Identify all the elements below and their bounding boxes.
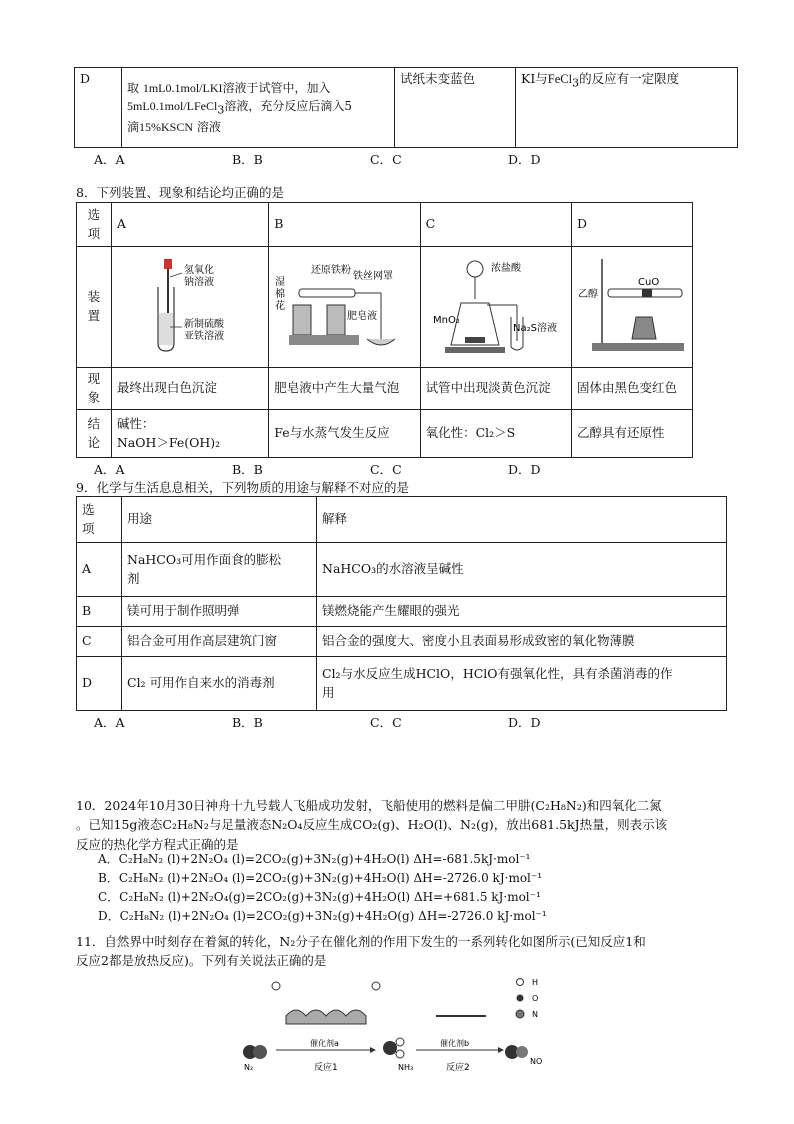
q8-col-a: A [111,203,268,247]
choice-a[interactable]: A．A [94,462,125,477]
q7-operation: 取 1mL0.1mol/LKI溶液于试管中，加入 5mL0.1mol/LFeCl$_3$溶液，充分反应后滴入5 滴15%KSCN 溶液 [122,68,395,148]
q9-header-explanation: 解释 [317,497,727,543]
q9-header-option: 选 项 [77,497,122,543]
q9-row-a-use: NaHCO₃可用作面食的膨松 剂 [122,543,317,597]
svg-text:催化剂b: 催化剂b [440,1039,470,1048]
choice-c[interactable]: C．C [370,152,402,167]
q8-conc-d: 乙醇具有还原性 [572,410,693,458]
q8-phen-a: 最终出现白色沉淀 [111,367,268,410]
q9-row-b-option: B [77,597,122,627]
q10-option-d[interactable]: D．C₂H₈N₂ (l)+2N₂O₄ (l)=2CO₂(g)+3N₂(g)+4H₂O(g) ΔH=-2726.0 kJ·mol⁻¹ [98,909,547,923]
q8-conc-c: 氧化性：Cl₂＞S [420,410,571,458]
choice-c[interactable]: C．C [370,462,402,477]
q9-row-d-explanation: Cl₂与水反应生成HClO，HClO有强氧化性，具有杀菌消毒的作 用 [317,657,727,711]
q8-conc-a: 碱性： NaOH＞Fe(OH)₂ [111,410,268,458]
svg-text:还原铁粉: 还原铁粉 [311,265,352,276]
apparatus-d-image [572,247,692,361]
q10-line3: 反应的热化学方程式正确的是 [76,836,239,852]
q8-table [76,202,693,458]
q9-choices [94,713,646,731]
svg-text:乙醇: 乙醇 [578,289,598,300]
svg-text:CuO: CuO [638,277,660,288]
q9-row-b-use: 镁可用于制作照明弹 [122,597,317,627]
q10-option-b[interactable]: B．C₂H₈N₂ (l)+2N₂O₄ (l)=2CO₂(g)+3N₂(g)+4H₂O(l) ΔH=-2726.0 kJ·mol⁻¹ [98,871,543,885]
svg-text:反应1: 反应1 [314,1063,338,1073]
svg-text:H: H [532,978,539,987]
svg-text:NO: NO [530,1057,543,1066]
q8-device-b [269,247,420,368]
q9-row-a-explanation: NaHCO₃的水溶液呈碱性 [317,543,727,597]
q8-title: 8．下列装置、现象和结论均正确的是 [76,185,284,200]
q10-line2: 。已知15g液态C₂H₈N₂与足量液态N₂O₄反应生成CO₂(g)、H₂O(l)、N₂(g)，放出681.5kJ热量，则表示该 [76,817,668,833]
svg-text:湿: 湿 [275,277,286,288]
choice-b[interactable]: B．B [232,462,263,477]
q10-option-a[interactable]: A．C₂H₈N₂ (l)+2N₂O₄ (l)=2CO₂(g)+3N₂(g)+4H₂O(l) ΔH=-681.5kJ·mol⁻¹ [98,852,531,866]
q9-row-c-option: C [77,627,122,657]
apparatus-a-image [112,247,264,361]
q8-col-b: B [269,203,420,247]
q9-row-d-option: D [77,657,122,711]
svg-text:Na₂S溶液: Na₂S溶液 [512,323,557,334]
choice-d[interactable]: D．D [508,152,541,167]
svg-text:棉: 棉 [275,289,286,300]
nitrogen-conversion-diagram [236,974,560,1074]
svg-text:N₂: N₂ [244,1063,254,1072]
choice-d[interactable]: D．D [508,715,541,730]
q8-row-phenomenon: 现 象 [77,367,112,410]
q11-line1: 11．自然界中时刻存在着氮的转化，N₂分子在催化剂的作用下发生的一系列转化如图所示(已知反应1和 [76,934,646,949]
q9-row-c-use: 铝合金可用作高层建筑门窗 [122,627,317,657]
svg-text:花: 花 [275,301,286,312]
q9-table [76,496,727,711]
q7-choices [94,150,646,168]
apparatus-c-image [421,247,567,361]
svg-text:钠溶液: 钠溶液 [183,277,214,288]
q7-phenomenon: 试纸未变蓝色 [395,68,516,148]
q8-choices [94,460,646,478]
svg-text:催化剂a: 催化剂a [310,1039,339,1048]
svg-text:浓盐酸: 浓盐酸 [490,263,521,274]
q8-device-c [420,247,571,368]
choice-a[interactable]: A．A [94,715,125,730]
choice-a[interactable]: A．A [94,152,125,167]
q8-device-d [572,247,693,368]
q10-stem [76,796,736,854]
svg-text:反应2: 反应2 [446,1063,470,1073]
q8-row-device: 装 置 [77,247,112,368]
q9-header-use: 用途 [122,497,317,543]
svg-text:铁丝网罩: 铁丝网罩 [353,271,394,282]
q9-row-b-explanation: 镁燃烧能产生耀眼的强光 [317,597,727,627]
svg-text:NH₃: NH₃ [398,1063,414,1072]
svg-text:O: O [532,994,539,1003]
q10-option-c[interactable]: C．C₂H₈N₂ (l)+2N₂O₄(g)=2CO₂(g)+3N₂(g)+4H₂O(l) ΔH=+681.5 kJ·mol⁻¹ [98,890,541,904]
choice-d[interactable]: D．D [508,462,541,477]
choice-b[interactable]: B．B [232,152,263,167]
q7-option-d: D [75,68,122,148]
q11-line2: 反应2都是放热反应)。下列有关说法正确的是 [76,953,327,969]
svg-text:N: N [532,1010,538,1019]
q9-row-c-explanation: 铝合金的强度大、密度小且表面易形成致密的氧化物薄膜 [317,627,727,657]
q9-row-a-option: A [77,543,122,597]
svg-text:新制硫酸: 新制硫酸 [183,319,224,330]
q8-conc-b: Fe与水蒸气发生反应 [269,410,420,458]
q8-col-c: C [420,203,571,247]
q8-phen-d: 固体由黑色变红色 [572,367,693,410]
h-atom [372,982,380,990]
q8-phen-c: 试管中出现淡黄色沉淀 [420,367,571,410]
q8-device-a [111,247,268,368]
nh3-molecule [383,1041,397,1055]
choice-b[interactable]: B．B [232,715,263,730]
q11-stem [76,932,736,971]
q9-row-d-use: Cl₂ 可用作自来水的消毒剂 [122,657,317,711]
q9-title: 9．化学与生活息息相关，下列物质的用途与解释不对应的是 [76,480,409,495]
apparatus-b-image [269,247,415,361]
q8-phen-b: 肥皂液中产生大量气泡 [269,367,420,410]
h-atom [272,982,280,990]
q8-col-d: D [572,203,693,247]
q7-table [74,67,738,148]
svg-text:氢氧化: 氢氧化 [183,265,214,276]
choice-c[interactable]: C．C [370,715,402,730]
svg-text:MnO₂: MnO₂ [432,315,460,326]
q8-row-conclusion: 结 论 [77,410,112,458]
svg-text:肥皂液: 肥皂液 [347,311,378,322]
q8-header-label: 选 项 [77,203,112,247]
svg-text:亚铁溶液: 亚铁溶液 [183,331,224,342]
q10-line1: 10．2024年10月30日神舟十九号载人飞船成功发射，飞船使用的燃料是偏二甲肼(C₂H₈N₂)和四氧化二氮 [76,798,662,813]
q7-conclusion: KI与FeCl$_3$的反应有一定限度 [516,68,738,148]
